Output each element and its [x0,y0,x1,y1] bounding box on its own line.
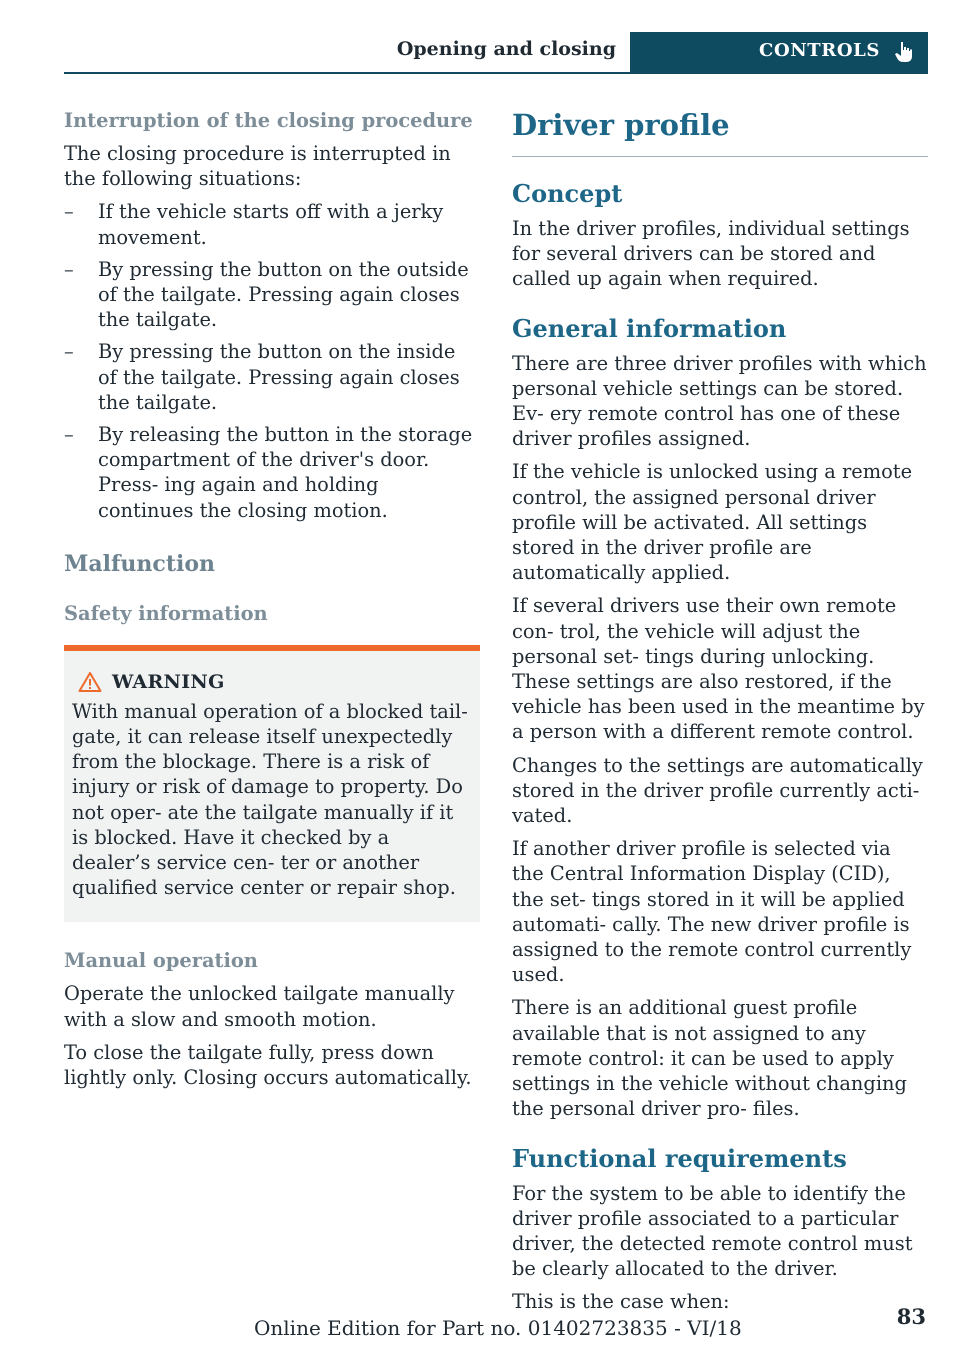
malfunction-heading: Malfunction [64,550,216,577]
hand-pointer-icon [894,41,914,68]
page-number: 83 [896,1304,926,1329]
interruption-heading: Interruption of the closing procedure [64,109,473,132]
warning-text: With manual operation of a blocked tail‐ gate, it can release itself unexpectedly from the blockage. There is a risk of injury or risk of damage to property. Do not oper‐ ate the tailgate manually if it is blocked. Have it checked by a dealer’s service cen‐ ter or another qualified service center or repair shop. [72,699,468,900]
list-item: – If the vehicle starts off with a jerky movement. [64,200,444,249]
left-column [64,108,480,1098]
concept-heading: Concept [512,179,623,208]
driver-profile-title: Driver profile [512,108,928,157]
safety-heading: Safety information [64,601,268,625]
general-text-3: If several drivers use their own remote con‐ trol, the vehicle will adjust the personal set‐ tings during unlocking. These settings are also restored, if the vehicle has been used in the meantime by a person with a different remote control. [512,594,925,744]
chapter-tab [630,32,928,72]
general-information-heading: General information [512,313,787,343]
right-column [512,108,928,1323]
manual-operation-text-2: To close the tailgate fully, press down lightly only. Closing occurs automatically. [64,1040,472,1090]
functional-text-2: This is the case when: [512,1290,730,1314]
page-footer [0,1304,960,1352]
section-title: Opening and closing [396,38,616,60]
interruption-list [64,199,480,522]
warning-title: WARNING [72,671,472,693]
functional-text-1: For the system to be able to identify the driver profile associated to a particular driver, the detected remote control must be clearly allocated to the driver. [512,1181,913,1281]
manual-operation-heading: Manual operation [64,949,258,973]
general-text-1: There are three driver profiles with which personal vehicle settings can be stored. Ev‐ ery remote control has one of these driver profiles assigned. [512,351,927,451]
interruption-intro: The closing procedure is interrupted in the following situations: [64,142,451,191]
warning-box [64,645,480,923]
list-item: – By pressing the button on the outside of the tailgate. Pressing again closes the tailgate. [64,257,469,332]
online-edition-note: Online Edition for Part no. 01402723835 - VI/18 [254,1316,742,1340]
general-text-2: If the vehicle is unlocked using a remote control, the assigned personal driver profile will be activated. All settings stored in the driver profile are automatically applied. [512,460,913,585]
list-item: – By pressing the button on the inside of the tailgate. Pressing again closes the tailgate. [64,340,460,414]
chapter-label: CONTROLS [759,40,880,61]
general-text-6: There is an additional guest profile available that is not assigned to any remote control: it can be used to apply settings in the vehicle without changing the personal driver pro‐ files. [512,996,907,1121]
list-item: – By releasing the button in the storage compartment of the driver's door. Press‐ ing again and holding continues the closing motion. [64,423,473,522]
manual-operation-text-1: Operate the unlocked tailgate manually with a slow and smooth motion. [64,982,455,1031]
page-header [64,32,928,74]
general-text-5: If another driver profile is selected via the Central Information Display (CID), the set‐ tings stored in it will be applied automati‐ cally. The new driver profile is assigned to the remote control currently used. [512,837,912,987]
concept-text: In the driver profiles, individual settings for several drivers can be stored and called up again when required. [512,217,910,291]
general-text-4: Changes to the settings are automatically stored in the driver profile currently acti‐ vated. [512,753,923,828]
warning-triangle-icon [78,671,102,693]
functional-requirements-heading: Functional requirements [512,1143,847,1173]
